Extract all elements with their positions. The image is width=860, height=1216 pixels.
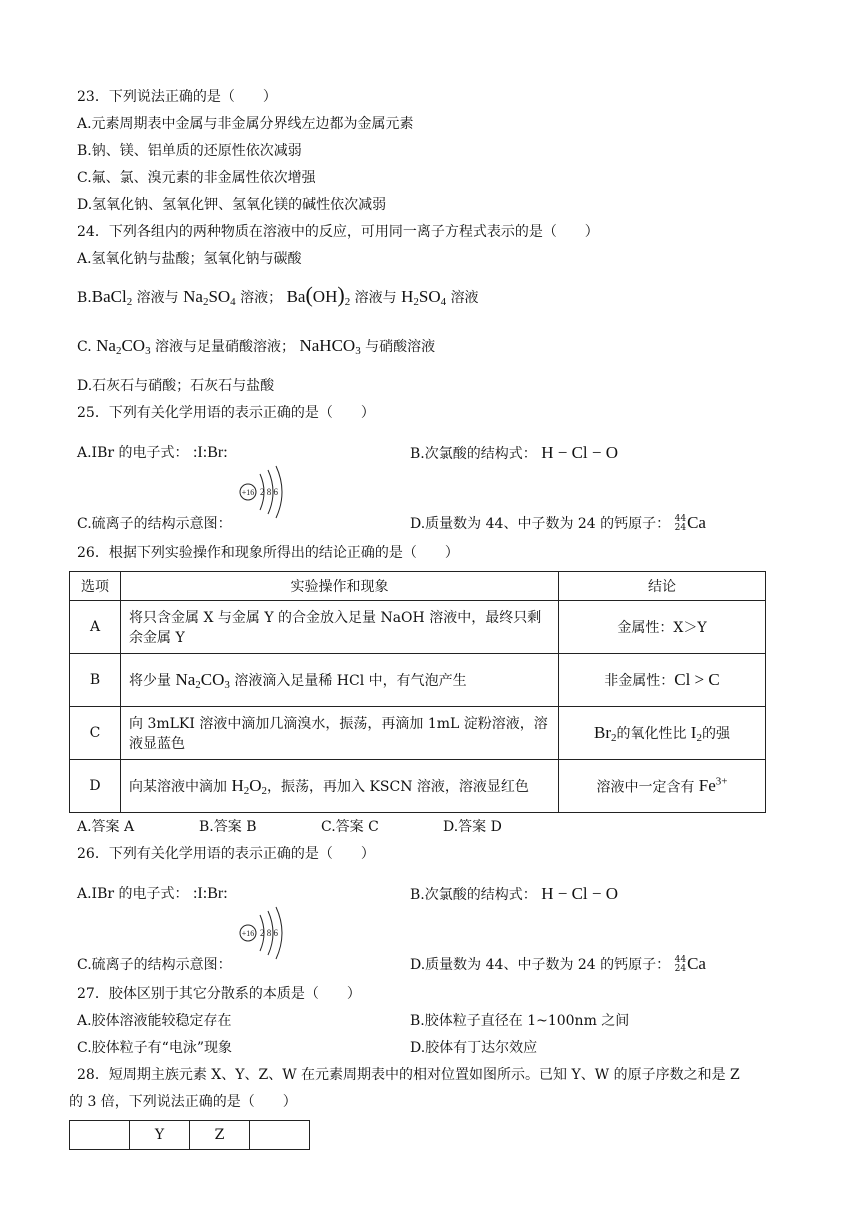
q25-row-cd [77,476,777,536]
ion-nucleus-label: +16 [241,488,255,497]
row-b-operation: 将少量 $Na_2CO_3$ 溶液滴入足量稀 HCl 中，有气泡产生 [121,654,559,707]
sulfide-ion-diagram [236,487,296,528]
formula-br2: $Br_2$ [594,722,617,744]
formula-na2co3: $Na_2CO_3$ [175,669,230,691]
q27-option-a: A.胶体溶液能较稳定存在 [77,1013,232,1029]
formula-na2so4: $Na_2SO_4$ [183,287,236,308]
q27-row-ab [77,1008,777,1035]
ion-shells-label: 2 8 6 [260,487,279,497]
q26-answer-a: A.答案 A [77,819,135,835]
q24-b-text4: 溶液 [450,290,479,306]
question-25-stem: 25．下列有关化学用语的表示正确的是（ ） [77,405,375,421]
q24-option-d: D.石灰石与硝酸；石灰石与盐酸 [77,378,275,394]
q25-a-prefix: A.IBr 的电子式： [77,445,189,461]
q23-option-b: B.钠、镁、铝单质的还原性依次减弱 [77,143,302,159]
ibr-electron-formula: :I:Br: [192,444,228,461]
table-row [70,654,766,707]
shell-arcs-icon [236,905,296,961]
hclo-structure: H − Cl − O [541,443,618,462]
row-a-option: A [70,601,121,654]
q26-answer-options [77,813,777,841]
table-header-row [70,572,766,601]
nuclide-numbers: 44 24 [674,955,687,974]
table-row [70,601,766,654]
nuclide-numbers: 44 24 [674,514,687,533]
hclo-structure: H − Cl − O [541,884,618,903]
formula-h2o2: $H_2O_2$ [231,775,268,797]
question-26b-stem: 26．下列有关化学用语的表示正确的是（ ） [77,846,375,862]
experiment-table [69,571,766,813]
q24-c-prefix: C. [77,339,92,355]
formula-na2co3: $Na_2CO_3$ [96,336,151,357]
q26b-c-prefix: C.硫离子的结构示意图： [77,957,232,973]
q24-option-a: A.氢氧化钠与盐酸；氢氧化钠与碳酸 [77,251,302,267]
q25-c-prefix: C.硫离子的结构示意图： [77,516,232,532]
row-b-option: B [70,654,121,707]
q24-b-text1: 溶液与 [136,290,179,306]
row-a-conclusion: 金属性：X＞Y [559,601,766,654]
formula-baoh2: $Ba(OH)_2$ [286,282,351,308]
q26-answer-d: D.答案 D [443,819,502,835]
q26b-d-prefix: D.质量数为 44、中子数为 24 的钙原子： [410,957,671,973]
q26b-row-ab [77,872,777,917]
header-operation: 实验操作和现象 [121,572,559,601]
nuclide-symbol: Ca [687,954,706,973]
row-c-conclusion: $Br_2$的氧化性比 $I_2$的强 [559,707,766,760]
question-24-stem: 24．下列各组内的两种物质在溶液中的反应，可用同一离子方程式表示的是（ ） [77,224,599,240]
q24-b-text3: 溶液与 [354,290,397,306]
q26b-a-prefix: A.IBr 的电子式： [77,886,189,902]
q24-option-c [77,324,777,373]
row-a-operation: 将只含金属 X 与金属 Y 的合金放入足量 NaOH 溶液中，最终只剩余金属 Y [121,601,559,654]
header-conclusion: 结论 [559,572,766,601]
q27-option-b: B.胶体粒子直径在 1~100nm 之间 [410,1013,630,1029]
svg-text:2 8 6: 2 8 6 [260,928,279,938]
worksheet [69,84,777,1150]
q25-b-prefix: B.次氯酸的结构式： [410,446,537,462]
q25-row-ab [77,431,777,476]
q24-b-prefix: B. [77,290,92,306]
q23-option-a: A.元素周期表中金属与非金属分界线左边都为金属元素 [77,116,414,132]
ibr-electron-formula: :I:Br: [192,885,228,902]
q26b-row-cd [77,917,777,977]
nuclide-symbol: Ca [687,513,706,532]
row-d-operation: 向某溶液中滴加 $H_2O_2$，振荡，再加入 KSCN 溶液，溶液显红色 [121,760,559,813]
table-row [70,1121,310,1150]
table-row [70,760,766,813]
q27-option-d: D.胶体有丁达尔效应 [410,1040,538,1056]
header-option: 选项 [70,572,121,601]
q23-option-c: C.氟、氯、溴元素的非金属性依次增强 [77,170,316,186]
sulfide-ion-diagram [236,928,296,969]
q25-d-prefix: D.质量数为 44、中子数为 24 的钙原子： [410,516,671,532]
formula-h2so4: $H_2SO_4$ [401,287,447,308]
cell-x [70,1121,130,1150]
table-row [70,707,766,760]
q23-option-d: D.氢氧化钠、氢氧化钾、氢氧化镁的碱性依次减弱 [77,197,387,213]
question-27-stem: 27．胶体区别于其它分散系的本质是（ ） [77,986,361,1002]
cell-y: Y [130,1121,190,1150]
row-d-option: D [70,760,121,813]
q26b-b-prefix: B.次氯酸的结构式： [410,887,537,903]
periodic-position-table [69,1120,310,1150]
svg-text:+16: +16 [241,929,255,938]
cell-z: Z [190,1121,250,1150]
q24-option-b [77,273,777,324]
question-23-stem: 23．下列说法正确的是（ ） [77,89,277,105]
formula-i2: $I_2$ [686,722,702,744]
formula-nahco3: NaHCO$_3$ [299,336,361,357]
q24-c-text1: 溶液与足量硝酸溶液； [155,339,296,355]
q24-c-text2: 与硝酸溶液 [365,339,436,355]
q24-b-text2: 溶液； [240,290,283,306]
row-b-conclusion: 非金属性：Cl > C [559,654,766,707]
row-d-conclusion: 溶液中一定含有 $Fe^{3+}$ [559,760,766,813]
q26-answer-b: B.答案 B [199,819,257,835]
question-28-stem-line2: 的 3 倍，下列说法正确的是（ ） [69,1094,297,1110]
row-c-option: C [70,707,121,760]
shell-arcs-icon [236,464,296,520]
formula-fe3: $Fe^{3+}$ [694,775,728,796]
q27-option-c: C.胶体粒子有“电泳”现象 [77,1040,232,1056]
cell-w [250,1121,310,1150]
formula-bacl2: BaCl$_2$ [91,287,133,308]
q26-answer-c: C.答案 C [321,819,379,835]
question-26-stem: 26．根据下列实验操作和现象所得出的结论正确的是（ ） [77,545,459,561]
q27-row-cd [77,1035,777,1062]
row-c-operation: 向 3mLKI 溶液中滴加几滴溴水，振荡，再滴加 1mL 淀粉溶液，溶液显蓝色 [121,707,559,760]
question-28-stem-line1: 28．短周期主族元素 X、Y、Z、W 在元素周期表中的相对位置如图所示。已知 Y、W 的原子序数之和是 Z [77,1067,740,1083]
